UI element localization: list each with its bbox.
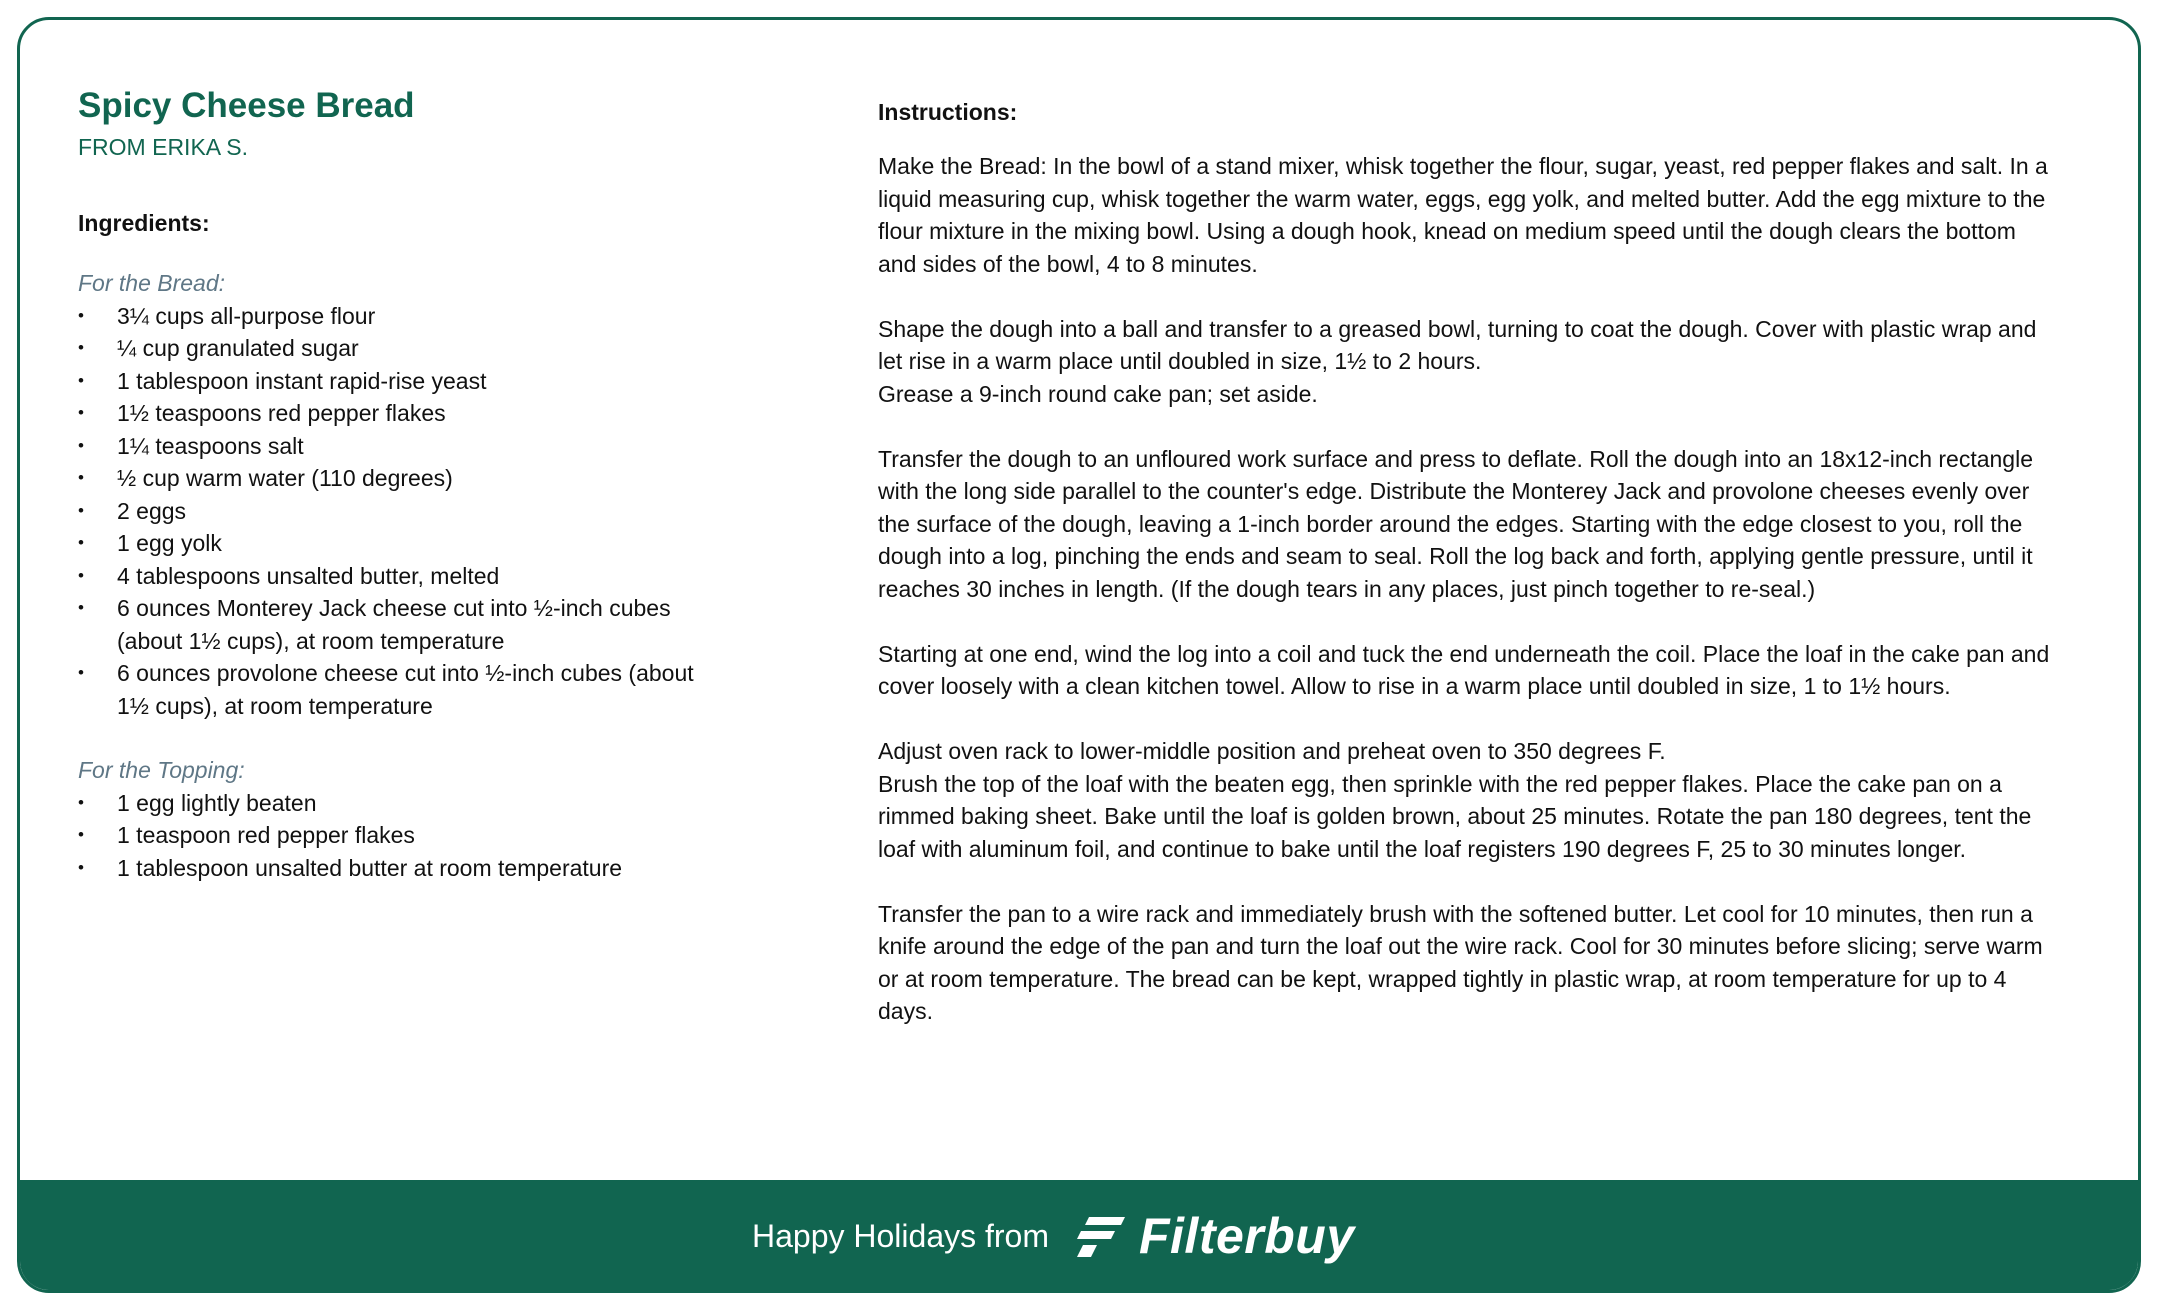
instruction-paragraph: Grease a 9-inch round cake pan; set aside.	[878, 380, 1318, 407]
instruction-paragraph: Transfer the dough to an unfloured work surface and press to deflate. Roll the dough into an 18x12-inch rectangle with the long side parallel to the counter's edge. Distribute the Monterey Jack and provolone cheeses evenly over the surface of the dough, leaving a 1-inch border around the edges. Starting with the edge closest to you, roll the dough into a log, pinching the ends and seam to seal. Roll the log back and forth, applying gentle pressure, until it reaches 30 inches in length. (If the dough tears in any places, just pinch together to re-seal.)	[878, 445, 2033, 602]
ingredient-item: • ¼ cup granulated sugar	[78, 332, 698, 365]
bullet-icon: •	[78, 565, 84, 585]
ingredient-item: • 1 teaspoon red pepper flakes	[78, 819, 698, 852]
bullet-icon: •	[78, 825, 84, 844]
topping-section-label: For the Topping:	[78, 757, 245, 783]
bullet-icon: •	[78, 663, 84, 682]
ingredient-item: • 6 ounces provolone cheese cut into ½-inch cubes (about 1½ cups), at room temperature	[78, 657, 698, 722]
bullet-icon: •	[78, 500, 84, 520]
bullet-icon: •	[78, 857, 84, 877]
topping-ingredient-list	[78, 787, 698, 885]
instruction-paragraph: Transfer the pan to a wire rack and immediately brush with the softened butter. Let cool for 10 minutes, then run a knife around the edge of the pan and turn the loaf out the wire rack. Cool for 30 minutes before slicing; serve warm or at room temperature. The bread can be kept, wrapped tightly in plastic wrap, at room temperature for up to 4 days.	[878, 900, 2043, 1024]
ingredient-item: • 2 eggs	[78, 495, 698, 528]
bullet-icon: •	[78, 403, 84, 422]
ingredients-column	[78, 84, 698, 884]
ingredients-heading: Ingredients:	[78, 210, 210, 236]
instruction-paragraph: Brush the top of the loaf with the beaten egg, then sprinkle with the red pepper flakes. Place the cake pan on a rimmed baking sheet. Bake until the loaf is golden brown, about 25 minutes. Rotate the pan 180 degrees, tent the loaf with aluminum foil, and continue to bake until the loaf registers 190 degrees F, 25 to 30 minutes longer.	[878, 770, 2032, 862]
footer-banner	[20, 1180, 2138, 1290]
ingredient-item: • 1 tablespoon instant rapid-rise yeast	[78, 365, 698, 398]
filterbuy-logo-icon	[1075, 1214, 1127, 1258]
bullet-icon: •	[78, 533, 84, 552]
bullet-icon: •	[78, 598, 84, 617]
ingredient-item: • 1½ teaspoons red pepper flakes	[78, 397, 698, 430]
instruction-paragraph: Starting at one end, wind the log into a coil and tuck the end underneath the coil. Place the loaf in the cake pan and cover loosely with a clean kitchen towel. Allow to rise in a warm place until doubled in size, 1 to 1½ hours.	[878, 640, 2050, 699]
bullet-icon: •	[78, 468, 84, 487]
ingredient-item: • 1 egg yolk	[78, 527, 698, 560]
instruction-paragraph: Make the Bread: In the bowl of a stand mixer, whisk together the flour, sugar, yeast, red pepper flakes and salt. In a liquid measuring cup, whisk together the warm water, eggs, egg yolk, and melted butter. Add the egg mixture to the flour mixture in the mixing bowl. Using a dough hook, knead on medium speed until the dough clears the bottom and sides of the bowl, 4 to 8 minutes.	[878, 153, 2048, 277]
ingredient-item: • 3¼ cups all-purpose flour	[78, 300, 698, 333]
bullet-icon: •	[78, 435, 84, 455]
ingredient-item: • ½ cup warm water (110 degrees)	[78, 462, 698, 495]
ingredient-item: • 1 egg lightly beaten	[78, 787, 698, 820]
bullet-icon: •	[78, 338, 84, 357]
footer-content	[752, 1206, 1355, 1266]
bullet-icon: •	[78, 370, 84, 390]
instruction-paragraph: Adjust oven rack to lower-middle position and preheat oven to 350 degrees F.	[878, 738, 1666, 764]
bread-section-label: For the Bread:	[78, 270, 226, 296]
recipe-card	[17, 17, 2141, 1293]
instructions-column	[878, 96, 2058, 1028]
bread-ingredient-list	[78, 300, 698, 723]
ingredient-item: • 1¼ teaspoons salt	[78, 430, 698, 463]
recipe-title: Spicy Cheese Bread	[78, 86, 415, 125]
ingredient-item: • 4 tablespoons unsalted butter, melted	[78, 560, 698, 593]
filterbuy-wordmark: Filterbuy	[1139, 1208, 1355, 1264]
footer-greeting: Happy Holidays from	[752, 1218, 1049, 1254]
instructions-heading: Instructions:	[878, 99, 1018, 125]
recipe-author: FROM ERIKA S.	[78, 134, 248, 160]
instruction-paragraph: Shape the dough into a ball and transfer to a greased bowl, turning to coat the dough. Cover with plastic wrap and let rise in a warm place until doubled in size, 1½ to 2 hours.	[878, 315, 2037, 374]
ingredient-item: • 1 tablespoon unsalted butter at room temperature	[78, 852, 698, 885]
bullet-icon: •	[78, 305, 84, 325]
ingredient-item: • 6 ounces Monterey Jack cheese cut into ½-inch cubes (about 1½ cups), at room temperature	[78, 592, 698, 657]
bullet-icon: •	[78, 792, 84, 812]
